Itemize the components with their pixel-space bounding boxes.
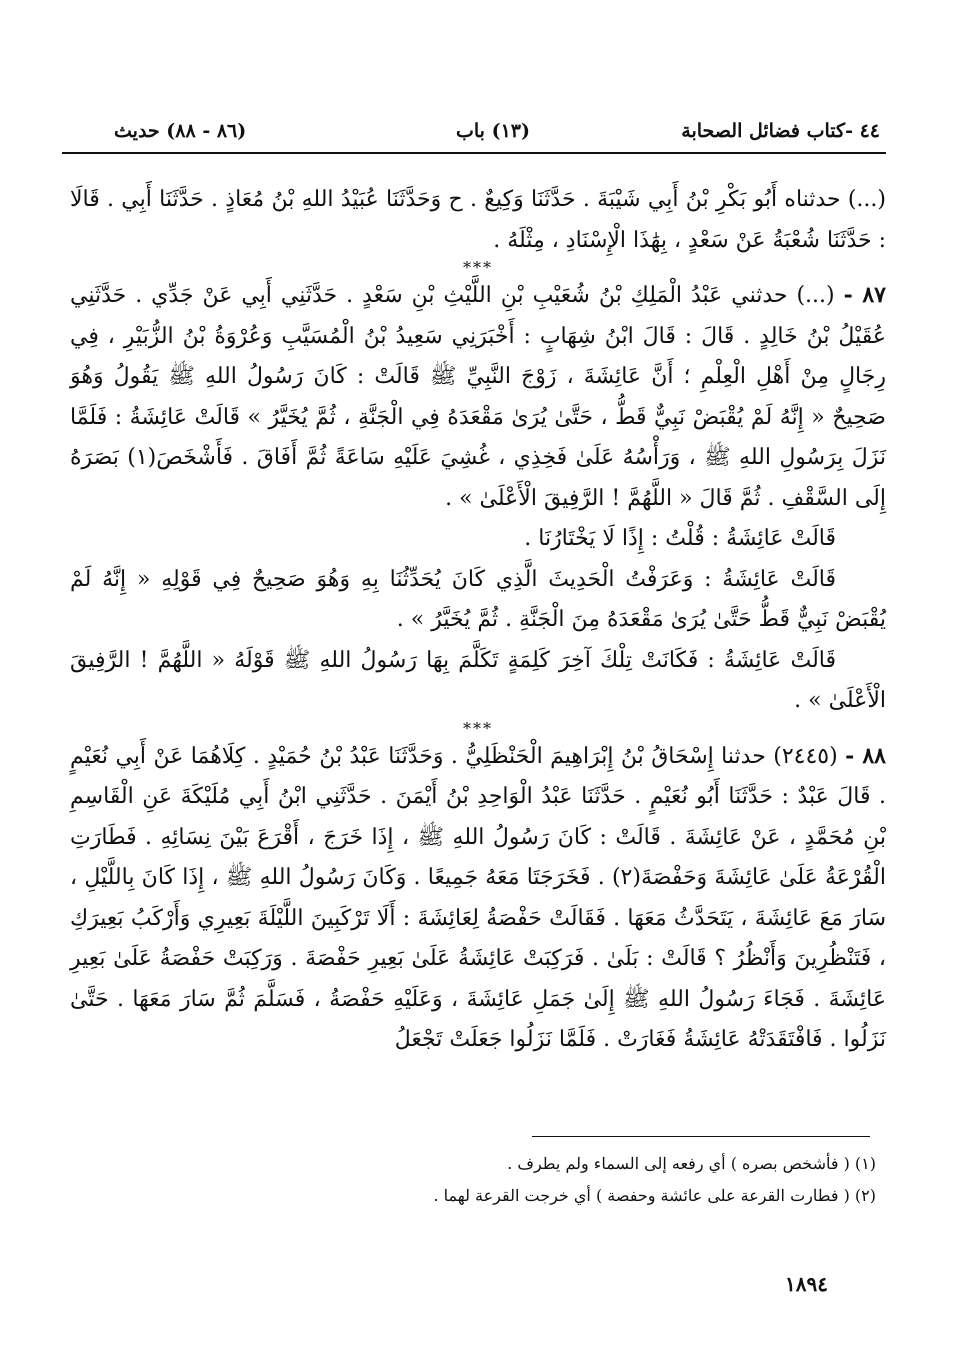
header-rule	[62, 152, 886, 154]
hadith-87-p2: قَالَتْ عَائِشَةُ : قُلْتُ : إِذًا لَا يَخْتَارُنَا .	[524, 526, 836, 551]
hadith-87-p4: قَالَتْ عَائِشَةُ : فَكَانَتْ تِلْكَ آخِرَ كَلِمَةٍ تَكَلَّمَ بِهَا رَسُولُ اللهِ ﷺ قَوْلَهُ « اللَّهُمَّ ! الرَّفِيقَ الْأَعْلَىٰ » .	[70, 647, 886, 713]
page-number: ١٨٩٤	[785, 1272, 828, 1296]
hadith-87-text: (...) حدثني عَبْدُ الْمَلِكِ بْنُ شُعَيْبِ بْنِ اللَّيْثِ بْنِ سَعْدٍ . حَدَّثَنِي أَبِي عَنْ جَدِّي . حَدَّثَنِي عُقَيْلُ بْنُ خَالِدٍ . قَالَ : قَالَ ابْنُ شِهَابٍ : أَخْبَرَنِي سَعِيدُ بْنُ الْمُسَيَّبِ وَعُرْوَةُ بْنُ الزُّبَيْرِ ، فِي رِجَالٍ مِنْ أَهْلِ الْعِلْمِ ؛ أَنَّ عَائِشَةَ ، زَوْجَ النَّبِيِّ ﷺ قَالَتْ : كَانَ رَسُولُ اللهِ ﷺ يَقُولُ وَهُوَ صَحِيحٌ « إِنَّهُ لَمْ يُقْبَضْ نَبِيٌّ قَطُّ ، حَتَّىٰ يُرَىٰ مَقْعَدَهُ فِي الْجَنَّةِ ، ثُمَّ يُخَيَّرُ » قَالَتْ عَائِشَةُ : فَلَمَّا نَزَلَ بِرَسُولِ اللهِ ﷺ ، وَرَأْسُهُ عَلَىٰ فَخِذِي ، غُشِيَ عَلَيْهِ سَاعَةً ثُمَّ أَفَاقَ . فَأَشْخَصَ(١) بَصَرَهُ إِلَى السَّقْفِ . ثُمَّ قَالَ « اللَّهُمَّ ! الرَّفِيقَ الْأَعْلَىٰ » .	[70, 283, 886, 511]
book-title: ٤٤ -كتاب فضائل الصحابة	[681, 120, 880, 142]
footnote-1: (١) ( فأشخص بصره ) أي رفعه إلى السماء ولم يطرف .	[507, 1154, 876, 1173]
running-header	[66, 112, 890, 152]
hadith-87-number: ٨٧ -	[843, 282, 886, 308]
main-text	[70, 180, 886, 1061]
footnote-rule	[532, 1136, 870, 1137]
section-separator: ***	[463, 258, 493, 277]
footnote-2: (٢) ( فطارت القرعة على عائشة وحفصة ) أي خرجت القرعة لهما .	[433, 1186, 876, 1205]
hadith-86-chain: (...) حدثناه أَبُو بَكْرِ بْنُ أَبِي شَيْبَةَ . حَدَّثَنَا وَكِيعٌ . ح وَحَدَّثَنَا عُبَيْدُ اللهِ بْنُ مُعَاذٍ . حَدَّثَنَا أَبِي . قَالَا : حَدَّثَنَا شُعْبَةُ عَنْ سَعْدٍ ، بِهَٰذَا الْإِسْنَادِ ، مِثْلَهُ .	[70, 187, 886, 253]
hadith-88-number: ٨٨ -	[845, 742, 886, 769]
hadith-87-paragraph	[70, 275, 886, 519]
hadith-87-p3: قَالَتْ عَائِشَةُ : وَعَرَفْتُ الْحَدِيثَ الَّذِي كَانَ يُحَدِّثُنَا بِهِ وَهُوَ صَحِيحٌ فِي قَوْلِهِ « إِنَّهُ لَمْ يُقْبَضْ نَبِيٌّ قَطُّ حَتَّىٰ يُرَىٰ مَقْعَدَهُ مِنَ الْجَنَّةِ . ثُمَّ يُخَيَّرُ » .	[70, 566, 886, 632]
hadith-88-paragraph	[70, 736, 886, 1061]
footnotes	[90, 1148, 876, 1212]
hadith-range: (٨٦ - ٨٨) حديث	[114, 120, 247, 142]
chapter-label: (١٣) باب	[456, 120, 530, 142]
section-separator: ***	[463, 718, 493, 738]
hadith-88-text: (٢٤٤٥) حدثنا إِسْحَاقُ بْنُ إِبْرَاهِيمَ الْحَنْظَلِيُّ . وَحَدَّثَنَا عَبْدُ بْنُ حُمَيْدٍ . كِلَاهُمَا عَنْ أَبِي نُعَيْمٍ . قَالَ عَبْدٌ : حَدَّثَنَا أَبُو نُعَيْمٍ . حَدَّثَنَا عَبْدُ الْوَاحِدِ بْنُ أَيْمَنَ . حَدَّثَنِي ابْنُ أَبِي مُلَيْكَةَ عَنِ الْقَاسِمِ بْنِ مُحَمَّدٍ ، عَنْ عَائِشَةَ . قَالَتْ : كَانَ رَسُولُ اللهِ ﷺ ، إِذَا خَرَجَ ، أَقْرَعَ بَيْنَ نِسَائِهِ . فَطَارَتِ الْقُرْعَةُ عَلَىٰ عَائِشَةَ وَحَفْصَةَ(٢) . فَخَرَجَتَا مَعَهُ جَمِيعًا . وَكَانَ رَسُولُ اللهِ ﷺ ، إِذَا كَانَ بِاللَّيْلِ ، سَارَ مَعَ عَائِشَةَ ، يَتَحَدَّثُ مَعَهَا . فَقَالَتْ حَفْصَةُ لِعَائِشَةَ : أَلَا تَرْكَبِينَ اللَّيْلَةَ بَعِيرِي وَأَرْكَبُ بَعِيرَكِ ، فَتَنْظُرِينَ وَأَنْظُرُ ؟ قَالَتْ : بَلَىٰ . فَرَكِبَتْ عَائِشَةُ عَلَىٰ بَعِيرِ حَفْصَةَ . وَرَكِبَتْ حَفْصَةُ عَلَىٰ بَعِيرِ عَائِشَةَ . فَجَاءَ رَسُولُ اللهِ ﷺ إِلَىٰ جَمَلِ عَائِشَةَ ، وَعَلَيْهِ حَفْصَةُ ، فَسَلَّمَ ثُمَّ سَارَ مَعَهَا . حَتَّىٰ نَزَلُوا . فَافْتَقَدَتْهُ عَائِشَةُ فَغَارَتْ . فَلَمَّا نَزَلُوا جَعَلَتْ تَجْعَلُ	[70, 743, 886, 1052]
